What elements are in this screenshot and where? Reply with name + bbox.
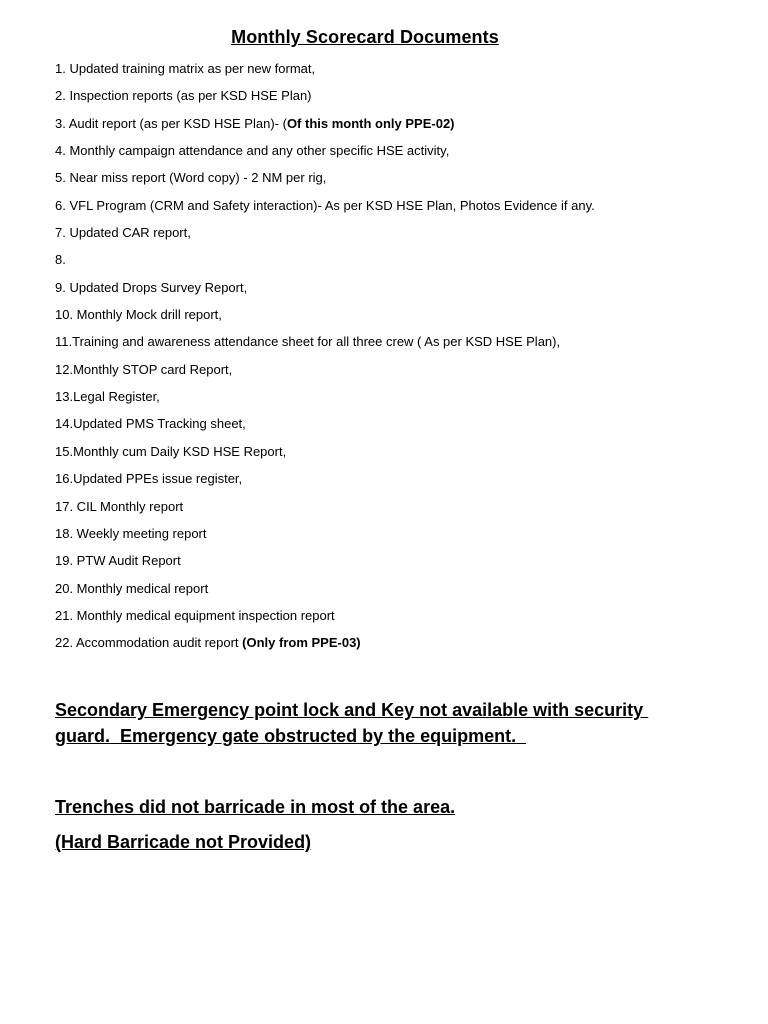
- list-item: [55, 305, 735, 332]
- list-item: [55, 551, 735, 578]
- item-text: 15.Monthly cum Daily KSD HSE Report,: [55, 443, 287, 459]
- item-text: 21. Monthly medical equipment inspection report: [55, 607, 335, 623]
- item-text: 17. CIL Monthly report: [55, 498, 184, 514]
- item-text: 16.Updated PPEs issue register,: [55, 471, 243, 487]
- list-item: [55, 278, 735, 305]
- list-item: [55, 250, 735, 277]
- list-item: [55, 579, 735, 606]
- item-text: 7. Updated CAR report,: [55, 225, 191, 241]
- item-text: 6. VFL Program (CRM and Safety interaction)- As per KSD HSE Plan, Photos Evidence if any.: [55, 197, 595, 213]
- emergency-point-observation: [55, 697, 665, 749]
- item-text: 2. Inspection reports (as per KSD HSE Plan): [55, 88, 312, 104]
- list-item: [55, 223, 735, 250]
- list-item: [55, 86, 735, 113]
- emergency-observation-line-2: guard. Emergency gate obstructed by the equipment.: [55, 726, 527, 746]
- item-text: 11.Training and awareness attendance sheet for all three crew ( As per KSD HSE Plan),: [55, 334, 561, 350]
- list-item: [55, 360, 735, 387]
- item-text: 3. Audit report (as per KSD HSE Plan)- (: [55, 115, 287, 131]
- list-item: [55, 414, 735, 441]
- list-item: [55, 469, 735, 496]
- list-item: [55, 606, 735, 633]
- item-text: 1. Updated training matrix as per new format,: [55, 61, 316, 76]
- emergency-observation-line-1: Secondary Emergency point lock and Key not available with security: [55, 700, 649, 720]
- item-bold-text: (Only from PPE-03): [242, 635, 361, 651]
- item-text: 9. Updated Drops Survey Report,: [55, 279, 248, 295]
- list-item: [55, 332, 735, 359]
- list-item: [55, 497, 735, 524]
- list-item: [55, 196, 735, 223]
- item-text: 10. Monthly Mock drill report,: [55, 307, 222, 323]
- list-item: [55, 524, 735, 551]
- trench-barricade-observation: Trenches did not barricade in most of the area.: [55, 797, 456, 817]
- item-text: 18. Weekly meeting report: [55, 525, 207, 541]
- item-text: 20. Monthly medical report: [55, 580, 209, 596]
- list-item: [55, 114, 735, 141]
- list-item: [55, 387, 735, 414]
- item-text: 4. Monthly campaign attendance and any other specific HSE activity,: [55, 143, 450, 159]
- list-item: [55, 141, 735, 168]
- list-item: [55, 442, 735, 469]
- scorecard-document-list: [55, 59, 735, 661]
- item-text: 13.Legal Register,: [55, 389, 160, 405]
- hard-barricade-note: (Hard Barricade not Provided): [55, 832, 312, 852]
- item-bold-text: Of this month only PPE-02): [286, 115, 455, 131]
- item-text: 5. Near miss report (Word copy) - 2 NM per rig,: [55, 170, 327, 186]
- item-text: 12.Monthly STOP card Report,: [55, 361, 233, 377]
- list-item: [55, 59, 735, 86]
- item-text: 8.: [55, 252, 66, 268]
- item-text: 19. PTW Audit Report: [55, 553, 181, 569]
- list-item: [55, 633, 735, 660]
- item-text: 14.Updated PMS Tracking sheet,: [55, 416, 246, 432]
- list-item: [55, 168, 735, 195]
- document-title: Monthly Scorecard Documents: [231, 27, 499, 47]
- item-text: 22. Accommodation audit report: [55, 635, 243, 651]
